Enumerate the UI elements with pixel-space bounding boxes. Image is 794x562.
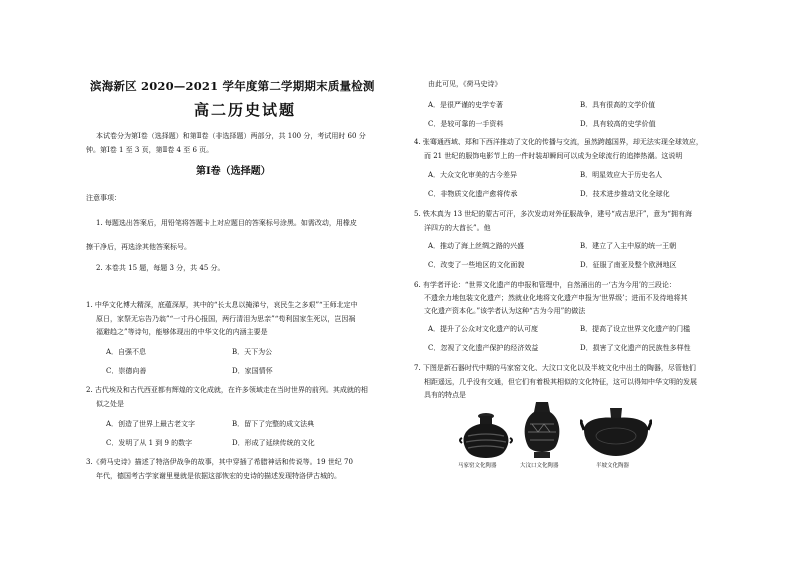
q2-option-c: C．发明了从 1 到 9 的数字 bbox=[106, 439, 193, 447]
q3-option-a: A．是很严谨的史学专著 bbox=[428, 101, 504, 109]
exam-title: 滨海新区 2020—2021 学年度第二学期期末质量检测 bbox=[90, 79, 375, 93]
exam-subtitle: 高二历史试题 bbox=[194, 101, 297, 119]
q7-line-1: 7. 下图是新石器时代中期的马家窑文化、大汶口文化以及半坡文化中出土的陶器，尽管他们 bbox=[414, 364, 696, 372]
q1-option-a: A．自强不息 bbox=[106, 348, 147, 356]
q3-line-3: 由此可见，《荷马史诗》 bbox=[428, 80, 502, 88]
q4-line-1: 4. 张骞通西域、郑和下西洋推动了文化的传播与交流，虽然跨越国界，却无法实现全球效应， bbox=[414, 138, 703, 146]
q4-option-a: A．大众文化审美的古今差异 bbox=[428, 171, 518, 179]
q1-line-1: 1. 中华文化博大精深，底蕴深厚，其中的“长太息以掩涕兮，哀民生之多艰”“王师北定中 bbox=[86, 301, 358, 309]
q2-option-b: B．留下了完整的成文法典 bbox=[232, 420, 315, 428]
q1-line-2: 原日，家祭无忘告乃翁”“一寸丹心报国，两行清泪为思亲”“苟利国家生死以，岂因祸 bbox=[96, 315, 356, 323]
notes-item-1a: 1. 每题选出答案后，用铅笔将答题卡上对应题目的答案标号涂黑。如需改动，用橡皮 bbox=[96, 219, 357, 227]
q4-option-b: B．明星效应大于历史名人 bbox=[580, 171, 663, 179]
q6-line-3: 文化遗产资本化。”该学者认为这种“古为今用”的做法 bbox=[424, 307, 586, 315]
q3-option-c: C．是较可靠的一手资料 bbox=[428, 120, 504, 128]
q1-option-b: B．天下为公 bbox=[232, 348, 273, 356]
q5-line-2: 洋四方的大酋长”。他 bbox=[424, 224, 491, 232]
q1-line-3: 福避趋之”等诗句，能够体现出的中华文化的内涵主要是 bbox=[96, 328, 268, 336]
q2-option-d: D．形成了延续传统的文化 bbox=[232, 439, 315, 447]
notes-item-2: 2. 本卷共 15 题，每题 3 分，共 45 分。 bbox=[96, 264, 225, 272]
q4-option-c: C．非物质文化遗产愈将传承 bbox=[428, 190, 518, 198]
q6-option-b: B．提高了设立世界文化遗产的门槛 bbox=[580, 325, 691, 333]
section-title: 第Ⅰ卷（选择题） bbox=[196, 166, 271, 177]
q3-line-1: 3.《荷马史诗》描述了特洛伊战争的故事，其中穿插了希腊神话和传说等。19 世纪 70 bbox=[86, 458, 353, 466]
q6-line-1: 6. 有学者评论：“世界文化遗产的申报和管理中，自然涌出的一‘古为今用’的三段论： bbox=[414, 281, 676, 289]
q3-line-2: 年代，德国考古学家谢里曼就是依据这部恢宏的史诗的描述发现特洛伊古城的。 bbox=[96, 472, 341, 480]
caption-banpo: 半坡文化陶器 bbox=[596, 463, 630, 469]
q6-option-c: C．忽视了文化遗产保护的经济效益 bbox=[428, 344, 539, 352]
q7-line-2: 相距遥远，几乎没有交通，但它们有着极其相似的文化特征，这可以得知中华文明的发展 bbox=[424, 378, 697, 386]
q1-option-d: D．家国情怀 bbox=[232, 367, 273, 375]
q2-line-1: 2. 古代埃及和古代西亚都有辉煌的文化成就，在许多领域走在当时世界的前列。其成就的相 bbox=[86, 386, 368, 394]
dawenkou-pottery-image bbox=[520, 400, 564, 464]
q6-option-d: D．损害了文化遗产的民族性多样性 bbox=[580, 344, 691, 352]
q5-line-1: 5. 铁木真为 13 世纪的蒙古可汗，多次发动对外征服战争，建号“成吉思汗”，意为“拥有海 bbox=[414, 210, 692, 218]
q5-option-a: A．推动了海上丝绸之路的兴盛 bbox=[428, 242, 525, 250]
caption-dawenkou: 大汶口文化陶器 bbox=[520, 463, 559, 469]
q2-option-a: A．创造了世界上最古老文字 bbox=[106, 420, 196, 428]
q1-option-c: C．崇德向善 bbox=[106, 367, 147, 375]
majiayao-pottery-image bbox=[456, 408, 516, 464]
caption-majiayao: 马家窑文化陶器 bbox=[458, 463, 497, 469]
q3-option-b: B．具有很高的文学价值 bbox=[580, 101, 656, 109]
q2-line-2: 似之处是 bbox=[96, 400, 124, 408]
q5-option-b: B．建立了入主中原的统一王朝 bbox=[580, 242, 677, 250]
notes-heading: 注意事项： bbox=[86, 194, 121, 202]
q5-option-c: C．改变了一些地区的文化面貌 bbox=[428, 261, 525, 269]
q4-option-d: D．技术进步推动文化全球化 bbox=[580, 190, 670, 198]
notes-item-1b: 擦干净后，再选涂其他答案标号。 bbox=[86, 243, 191, 251]
banpo-pottery-image bbox=[580, 406, 652, 464]
q5-option-d: D．征服了南亚及整个欧洲地区 bbox=[580, 261, 677, 269]
intro-line-2: 钟。第Ⅰ卷 1 至 3 页，第Ⅱ卷 4 至 6 页。 bbox=[86, 146, 214, 154]
q4-line-2: 而 21 世纪的服饰电影节上的一件时装却瞬间可以成为全球流行的追捧热潮。这说明 bbox=[424, 152, 683, 160]
q6-line-2: 不遗余力地包装文化遗产；然就业化地将文化遗产申报为‘世界级’；进而不及待地将其 bbox=[424, 294, 688, 302]
intro-line-1: 本试卷分为第Ⅰ卷（选择题）和第Ⅱ卷（非选择题）两部分，共 100 分，考试用时 60 分 bbox=[96, 132, 366, 140]
q3-option-d: D．具有较高的史学价值 bbox=[580, 120, 656, 128]
q7-line-3: 具有的特点是 bbox=[424, 391, 466, 399]
q6-option-a: A．提升了公众对文化遗产的认可度 bbox=[428, 325, 539, 333]
